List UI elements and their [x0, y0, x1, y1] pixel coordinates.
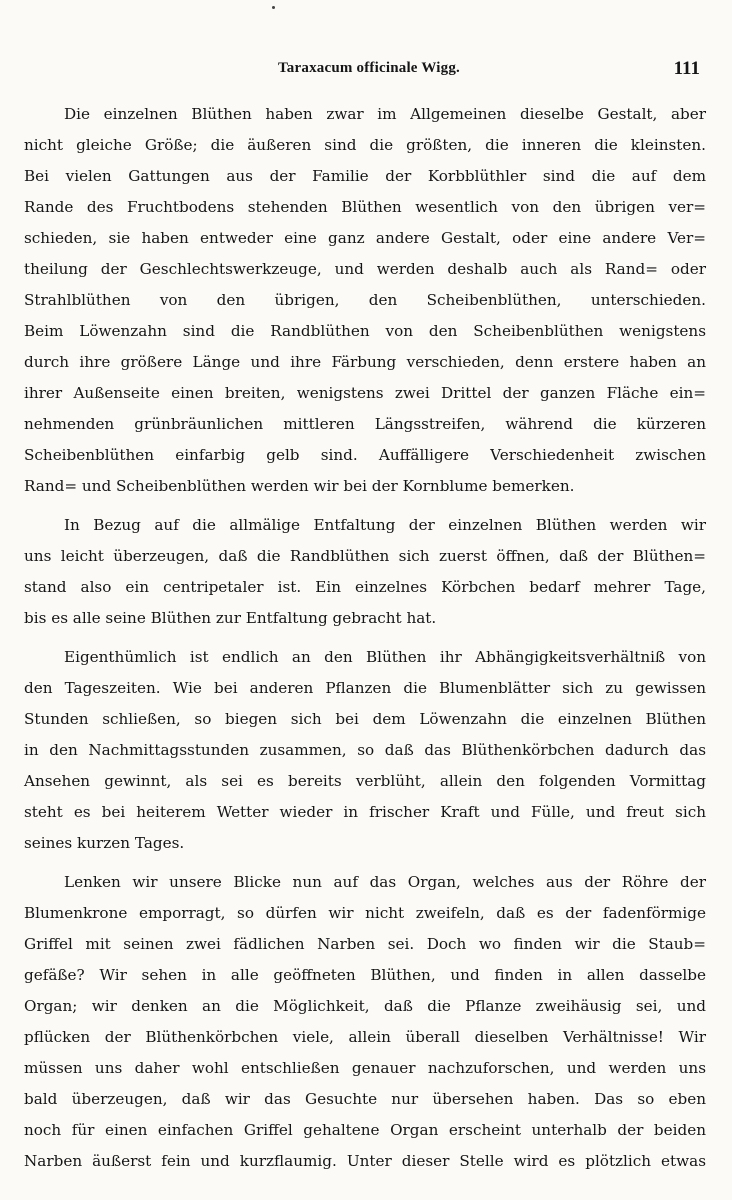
text-line: ihrer Außenseite einen breiten, wenigstens zwei Drittel der ganzen Fläche ein= — [24, 384, 706, 402]
text-line: Narben äußerst fein und kurzflaumig. Unter dieser Stelle wird es plötzlich etwas — [24, 1152, 706, 1170]
text-line: gefäße? Wir sehen in alle geöffneten Blüthen, und finden in allen dasselbe — [24, 966, 706, 984]
text-line: Eigenthümlich ist endlich an den Blüthen ihr Abhängigkeitsverhältniß von — [64, 648, 706, 666]
text-line: Lenken wir unsere Blicke nun auf das Organ, welches aus der Röhre der — [64, 873, 706, 891]
text-line: durch ihre größere Länge und ihre Färbung verschieden, denn erstere haben an — [24, 353, 706, 371]
text-line: Griffel mit seinen zwei fädlichen Narben sei. Doch wo finden wir die Staub= — [24, 935, 706, 953]
text-line: uns leicht überzeugen, daß die Randblüthen sich zuerst öffnen, daß der Blüthen= — [24, 547, 706, 565]
text-line: bald überzeugen, daß wir das Gesuchte nur übersehen haben. Das so eben — [24, 1090, 706, 1108]
text-line: Ansehen gewinnt, als sei es bereits verblüht, allein den folgenden Vormittag — [24, 772, 706, 790]
text-line: Organ; wir denken an die Möglichkeit, daß die Pflanze zweihäusig sei, und — [24, 997, 706, 1015]
text-line: Strahlblüthen von den übrigen, den Scheibenblüthen, unterschieden. — [24, 291, 706, 309]
text-line: bis es alle seine Blüthen zur Entfaltung gebracht hat. — [24, 609, 437, 627]
text-line: Beim Löwenzahn sind die Randblüthen von den Scheibenblüthen wenigstens — [24, 322, 706, 340]
body-text — [24, 99, 706, 1185]
text-line: steht es bei heiterem Wetter wieder in frischer Kraft und Fülle, und freut sich — [24, 803, 706, 821]
page-number: 111 — [673, 58, 700, 79]
paragraph — [24, 867, 706, 1177]
text-line: noch für einen einfachen Griffel gehaltene Organ erscheint unterhalb der beiden — [24, 1121, 706, 1139]
text-line: stand also ein centripetaler ist. Ein einzelnes Körbchen bedarf mehrer Tage, — [24, 578, 706, 596]
text-line: seines kurzen Tages. — [24, 834, 185, 852]
text-line: Bei vielen Gattungen aus der Familie der Korbblüthler sind die auf dem — [24, 167, 706, 185]
text-line: den Tageszeiten. Wie bei anderen Pflanzen die Blumenblätter sich zu gewissen — [24, 679, 706, 697]
text-line: theilung der Geschlechtswerkzeuge, und werden deshalb auch als Rand= oder — [24, 260, 706, 278]
text-line: Die einzelnen Blüthen haben zwar im Allgemeinen dieselbe Gestalt, aber — [64, 105, 706, 123]
text-line: schieden, sie haben entweder eine ganz andere Gestalt, oder eine andere Ver= — [24, 229, 706, 247]
text-line: nicht gleiche Größe; die äußeren sind die größten, die inneren die kleinsten. — [24, 136, 706, 154]
text-line: müssen uns daher wohl entschließen genauer nachzuforschen, und werden uns — [24, 1059, 706, 1077]
text-line: in den Nachmittagsstunden zusammen, so daß das Blüthenkörbchen dadurch das — [24, 741, 706, 759]
running-title: Taraxacum officinale Wigg. — [277, 60, 460, 76]
text-line: Rande des Fruchtbodens stehenden Blüthen wesentlich von den übrigen ver= — [24, 198, 706, 216]
paragraph — [24, 99, 706, 502]
text-line: pflücken der Blüthenkörbchen viele, allein überall dieselben Verhältnisse! Wir — [24, 1028, 706, 1046]
paragraph — [24, 642, 706, 859]
text-line: In Bezug auf die allmälige Entfaltung der einzelnen Blüthen werden wir — [64, 516, 706, 534]
text-line: nehmenden grünbräunlichen mittleren Längsstreifen, während die kürzeren — [24, 415, 706, 433]
text-line: Scheibenblüthen einfarbig gelb sind. Auffälligere Verschiedenheit zwischen — [24, 446, 706, 464]
paragraph — [24, 510, 706, 634]
text-line: Rand= und Scheibenblüthen werden wir bei der Kornblume bemerken. — [24, 477, 575, 495]
page-header — [24, 60, 714, 84]
text-line: Blumenkrone emporragt, so dürfen wir nicht zweifeln, daß es der fadenförmige — [24, 904, 706, 922]
print-speck — [272, 6, 275, 9]
text-line: Stunden schließen, so biegen sich bei dem Löwenzahn die einzelnen Blüthen — [24, 710, 706, 728]
